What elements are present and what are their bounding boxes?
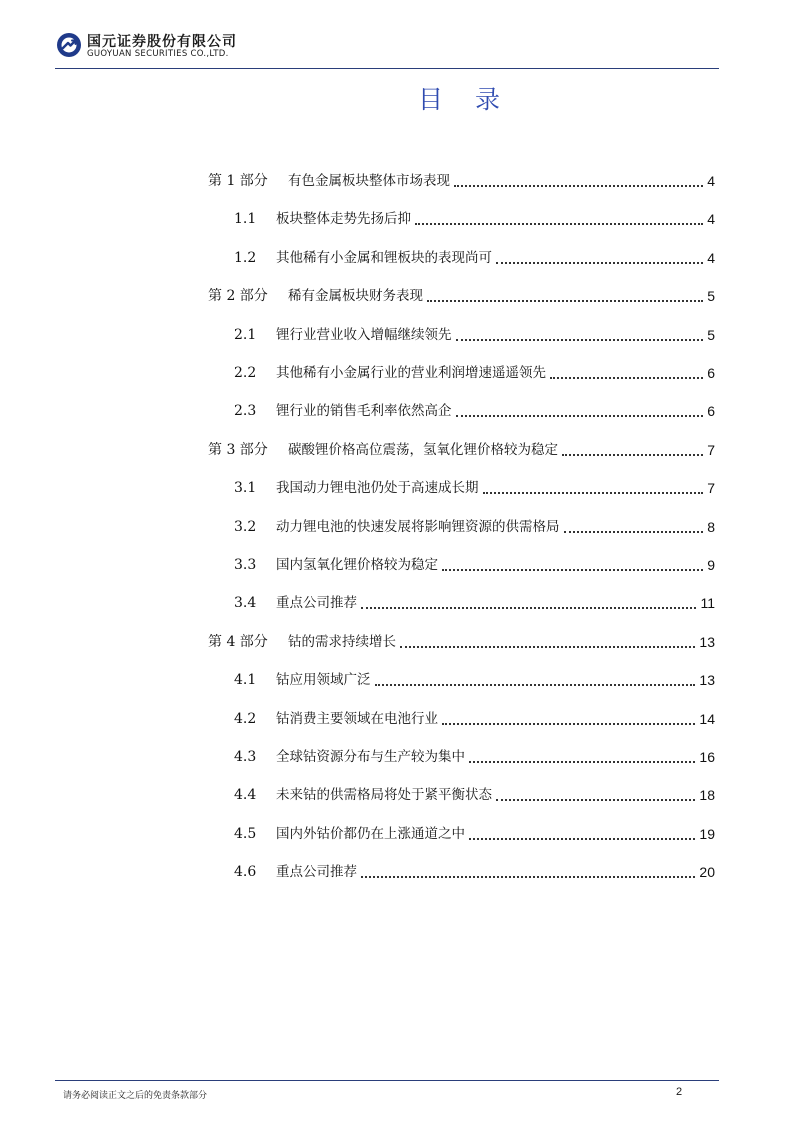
toc-entry-number: 第 2 部分 bbox=[208, 288, 268, 305]
company-name-en: GUOYUAN SECURITIES CO.,LTD. bbox=[87, 49, 229, 59]
toc-entry-label: 钴的需求持续增长 bbox=[288, 633, 396, 650]
toc-entry-label: 国内氢氧化锂价格较为稳定 bbox=[276, 557, 438, 573]
footer-disclaimer: 请务必阅读正文之后的免责条款部分 bbox=[63, 1091, 208, 1101]
toc-entry-label: 锂行业的销售毛利率依然高企 bbox=[276, 403, 452, 420]
toc-entry-label: 板块整体走势先扬后抑 bbox=[276, 211, 411, 228]
toc-dot-leader bbox=[442, 718, 695, 725]
toc-entry-label: 动力锂电池的快速发展将影响锂资源的供需格局 bbox=[276, 518, 560, 535]
toc-entry-number: 1.1 bbox=[234, 211, 257, 228]
toc-entry-page: 16 bbox=[699, 749, 715, 765]
toc-entry-label: 钴消费主要领域在电池行业 bbox=[276, 710, 438, 727]
toc-entry-number: 3.2 bbox=[234, 518, 257, 535]
toc-section-entry[interactable] bbox=[234, 823, 715, 843]
toc-section-entry[interactable] bbox=[234, 708, 715, 728]
toc-entry-number: 第 3 部分 bbox=[208, 441, 268, 458]
toc-entry-number: 4.2 bbox=[234, 710, 257, 727]
toc-entry-page: 20 bbox=[699, 864, 715, 881]
toc-entry-page: 5 bbox=[707, 288, 715, 305]
footer-divider bbox=[55, 1080, 719, 1081]
toc-entry-number: 2.3 bbox=[234, 403, 257, 420]
toc-part-entry[interactable] bbox=[208, 285, 715, 305]
toc-section-entry[interactable] bbox=[234, 592, 715, 612]
toc-entry-number: 4.4 bbox=[234, 787, 257, 804]
toc-dot-leader bbox=[456, 410, 704, 417]
toc-entry-number: 3.4 bbox=[234, 595, 257, 612]
toc-dot-leader bbox=[456, 334, 704, 341]
toc-section-entry[interactable] bbox=[234, 861, 715, 881]
toc-entry-label: 我国动力锂电池仍处于高速成长期 bbox=[276, 480, 479, 497]
toc-entry-label: 稀有金属板块财务表现 bbox=[288, 288, 423, 305]
footer-page-number: 2 bbox=[676, 1086, 683, 1098]
toc-entry-page: 6 bbox=[707, 365, 715, 381]
toc-part-entry[interactable] bbox=[208, 439, 715, 459]
toc-entry-page: 14 bbox=[699, 710, 715, 727]
toc-entry-number: 3.1 bbox=[234, 480, 257, 497]
toc-entry-page: 8 bbox=[707, 518, 715, 535]
toc-entry-number: 3.3 bbox=[234, 557, 257, 573]
toc-entry-page: 6 bbox=[707, 403, 715, 420]
toc-entry-page: 11 bbox=[700, 595, 715, 612]
toc-dot-leader bbox=[361, 871, 695, 878]
toc-dot-leader bbox=[415, 218, 703, 225]
header-divider bbox=[55, 68, 719, 69]
toc-entry-page: 18 bbox=[699, 787, 715, 804]
toc-entry-label: 其他稀有小金属和锂板块的表现尚可 bbox=[276, 249, 492, 266]
toc-entry-number: 第 4 部分 bbox=[208, 633, 268, 650]
toc-entry-label: 国内外钴价都仍在上涨通道之中 bbox=[276, 825, 465, 842]
toc-section-entry[interactable] bbox=[234, 516, 715, 536]
toc-entry-page: 9 bbox=[707, 557, 715, 573]
toc-dot-leader bbox=[550, 372, 703, 379]
toc-entry-label: 未来钴的供需格局将处于紧平衡状态 bbox=[276, 787, 492, 804]
toc-entry-page: 13 bbox=[699, 672, 715, 689]
toc-entry-page: 13 bbox=[699, 633, 715, 650]
toc-entry-label: 重点公司推荐 bbox=[276, 864, 357, 881]
toc-dot-leader bbox=[562, 449, 703, 456]
toc-dot-leader bbox=[469, 756, 695, 763]
toc-entry-page: 4 bbox=[707, 211, 715, 228]
toc-section-entry[interactable] bbox=[234, 554, 715, 574]
toc-section-entry[interactable] bbox=[234, 746, 715, 766]
toc-entry-page: 7 bbox=[707, 480, 715, 497]
toc-entry-page: 19 bbox=[699, 825, 715, 842]
toc-entry-number: 第 1 部分 bbox=[208, 173, 268, 189]
toc-part-entry[interactable] bbox=[208, 170, 715, 190]
toc-section-entry[interactable] bbox=[234, 477, 715, 497]
toc-section-entry[interactable] bbox=[234, 247, 715, 267]
company-name-cn: 国元证券股份有限公司 bbox=[87, 34, 237, 50]
toc-entry-number: 4.6 bbox=[234, 864, 257, 881]
toc-entry-label: 锂行业营业收入增幅继续领先 bbox=[276, 326, 452, 343]
toc-title: 目 录 bbox=[418, 85, 512, 114]
toc-section-entry[interactable] bbox=[234, 324, 715, 344]
toc-entry-page: 4 bbox=[707, 249, 715, 266]
toc-entry-number: 4.1 bbox=[234, 672, 257, 689]
page-header bbox=[0, 0, 793, 72]
toc-entry-label: 其他稀有小金属行业的营业利润增速遥遥领先 bbox=[276, 365, 546, 381]
toc-dot-leader bbox=[454, 180, 703, 187]
toc-dot-leader bbox=[483, 487, 704, 494]
toc-entry-label: 重点公司推荐 bbox=[276, 595, 357, 612]
toc-section-entry[interactable] bbox=[234, 784, 715, 804]
toc-dot-leader bbox=[469, 833, 695, 840]
toc-entry-label: 全球钴资源分布与生产较为集中 bbox=[276, 749, 465, 765]
toc-dot-leader bbox=[427, 295, 703, 302]
toc-entry-label: 有色金属板块整体市场表现 bbox=[288, 173, 450, 189]
toc-entry-label: 碳酸锂价格高位震荡，氢氧化锂价格较为稳定 bbox=[288, 441, 558, 458]
toc-dot-leader bbox=[564, 526, 704, 533]
toc-entry-number: 4.3 bbox=[234, 749, 257, 765]
toc-dot-leader bbox=[442, 564, 703, 571]
toc-entry-page: 5 bbox=[707, 326, 715, 343]
toc-entry-number: 4.5 bbox=[234, 825, 257, 842]
toc-section-entry[interactable] bbox=[234, 400, 715, 420]
toc-entry-number: 2.2 bbox=[234, 365, 257, 381]
toc-entry-label: 钴应用领域广泛 bbox=[276, 672, 371, 689]
toc-dot-leader bbox=[361, 602, 696, 609]
toc-entry-number: 2.1 bbox=[234, 326, 257, 343]
guoyuan-logo-icon bbox=[56, 32, 82, 58]
toc-part-entry[interactable] bbox=[208, 631, 715, 651]
toc-section-entry[interactable] bbox=[234, 669, 715, 689]
toc-dot-leader bbox=[375, 679, 696, 686]
toc-section-entry[interactable] bbox=[234, 362, 715, 382]
toc-section-entry[interactable] bbox=[234, 208, 715, 228]
toc-entry-number: 1.2 bbox=[234, 249, 257, 266]
toc-dot-leader bbox=[496, 257, 703, 264]
toc-dot-leader bbox=[400, 641, 695, 648]
toc-entry-page: 7 bbox=[707, 441, 715, 458]
toc-entry-page: 4 bbox=[707, 173, 715, 189]
toc-dot-leader bbox=[496, 794, 695, 801]
